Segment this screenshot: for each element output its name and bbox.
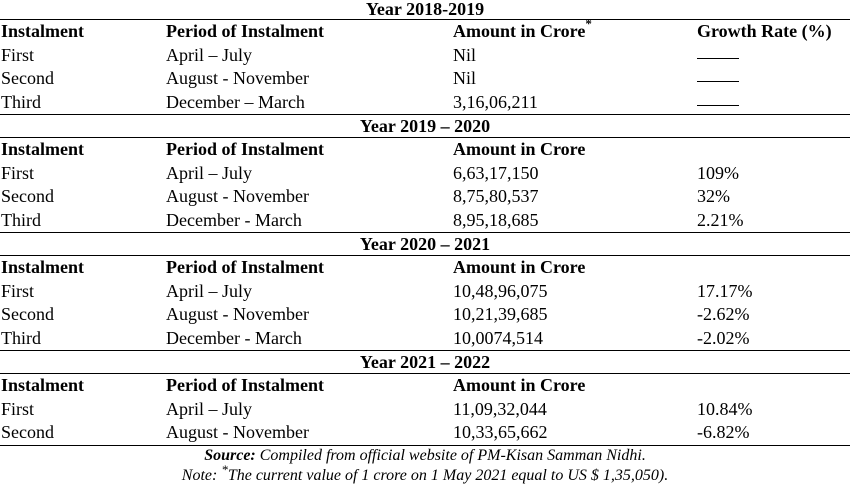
cell-growth-value: 17.17% [697,280,753,301]
cell-amount: Nil [453,68,477,88]
cell-growth [697,280,850,304]
cell-growth [697,421,850,445]
cell-instalment: Third [1,209,41,230]
table-footer [0,445,850,486]
cell-amount: 6,63,17,150 [453,162,539,183]
table-row [0,280,850,304]
note-prefix: Note: [181,466,218,484]
cell-growth [697,91,850,115]
cell-period: August - November [166,422,309,442]
header-growth-empty [697,374,850,398]
header-amount-label: Amount in Crore [453,21,586,41]
cell-amount: 10,0074,514 [453,327,543,348]
header-amount [453,256,697,280]
header-growth: Growth Rate (%) [697,21,832,41]
cell-amount: 8,75,80,537 [453,186,539,206]
header-period: Period of Instalment [166,257,324,277]
cell-period: April – July [166,398,253,419]
header-period: Period of Instalment [166,21,324,41]
table-row [0,91,850,115]
table-row [0,209,850,233]
cell-period: April – July [166,280,253,301]
cell-instalment: Second [1,422,54,442]
header-amount [453,16,697,44]
cell-amount: 11,09,32,044 [453,398,547,419]
source-line [0,446,850,466]
table-row [0,44,850,68]
header-amount [453,138,697,162]
cell-instalment: Third [1,327,41,348]
cell-instalment: First [1,162,35,183]
header-instalment: Instalment [1,139,85,159]
cell-period: August - November [166,304,309,324]
source-text: Compiled from official website of PM-Kisan Samman Nidhi. [255,446,646,464]
cell-growth-value: -6.82% [697,422,750,442]
cell-growth-value: 109% [697,162,739,183]
cell-growth [697,398,850,422]
header-amount-label: Amount in Crore [453,139,586,159]
year-title: Year 2018-2019 [0,0,850,20]
header-instalment: Instalment [1,375,85,395]
column-header-row [0,374,850,398]
cell-period: December - March [166,327,302,348]
table-row [0,421,850,445]
header-amount [453,374,697,398]
cell-period: August - November [166,186,309,206]
cell-instalment: Third [1,91,41,112]
cell-amount: 10,33,65,662 [453,422,548,442]
header-amount-label: Amount in Crore [453,257,586,277]
cell-period: December - March [166,209,302,230]
header-instalment: Instalment [1,21,85,41]
column-header-row [0,256,850,280]
cell-growth [697,327,850,351]
cell-instalment: First [1,398,35,419]
cell-instalment: First [1,44,35,65]
blank-growth-line [697,69,739,82]
cell-amount: 8,95,18,685 [453,209,539,230]
cell-period: April – July [166,44,253,65]
blank-growth-line [697,46,739,59]
cell-amount: Nil [453,44,477,65]
cell-growth-value: 10.84% [697,398,753,419]
cell-amount: 10,48,96,075 [453,280,548,301]
column-header-row [0,138,850,162]
header-growth-empty [697,256,850,280]
table-row [0,185,850,209]
cell-period: August - November [166,68,309,88]
cell-growth [697,303,850,327]
note-text: The current value of 1 crore on 1 May 2021 equal to US $ 1,35,050). [227,466,669,484]
cell-period: April – July [166,162,253,183]
year-title: Year 2021 – 2022 [0,350,850,374]
header-period: Period of Instalment [166,375,324,395]
cell-amount: 10,21,39,685 [453,304,548,324]
table-row [0,327,850,351]
cell-amount: 3,16,06,211 [453,91,538,112]
cell-growth [697,162,850,186]
column-header-row [0,16,850,44]
year-title: Year 2020 – 2021 [0,232,850,256]
cell-growth-value: 32% [697,186,730,206]
cell-growth-value: -2.62% [697,304,750,324]
table-row [0,67,850,91]
cell-period: December – March [166,91,305,112]
cell-growth [697,185,850,209]
cell-growth-value: 2.21% [697,209,744,230]
cell-instalment: First [1,280,35,301]
note-line [0,461,850,486]
header-growth-empty [697,138,850,162]
note-asterisk: * [221,461,228,477]
cell-growth-value: -2.02% [697,327,750,348]
blank-growth-line [697,93,739,106]
cell-instalment: Second [1,304,54,324]
header-amount-label: Amount in Crore [453,375,586,395]
cell-growth [697,44,850,68]
header-instalment: Instalment [1,257,85,277]
table-row [0,398,850,422]
cell-instalment: Second [1,68,54,88]
cell-growth [697,67,850,91]
table-row [0,162,850,186]
table-row [0,303,850,327]
cell-instalment: Second [1,186,54,206]
cell-growth [697,209,850,233]
header-period: Period of Instalment [166,139,324,159]
header-amount-asterisk: * [585,16,592,31]
year-title: Year 2019 – 2020 [0,114,850,138]
source-label: Source: [204,446,256,464]
